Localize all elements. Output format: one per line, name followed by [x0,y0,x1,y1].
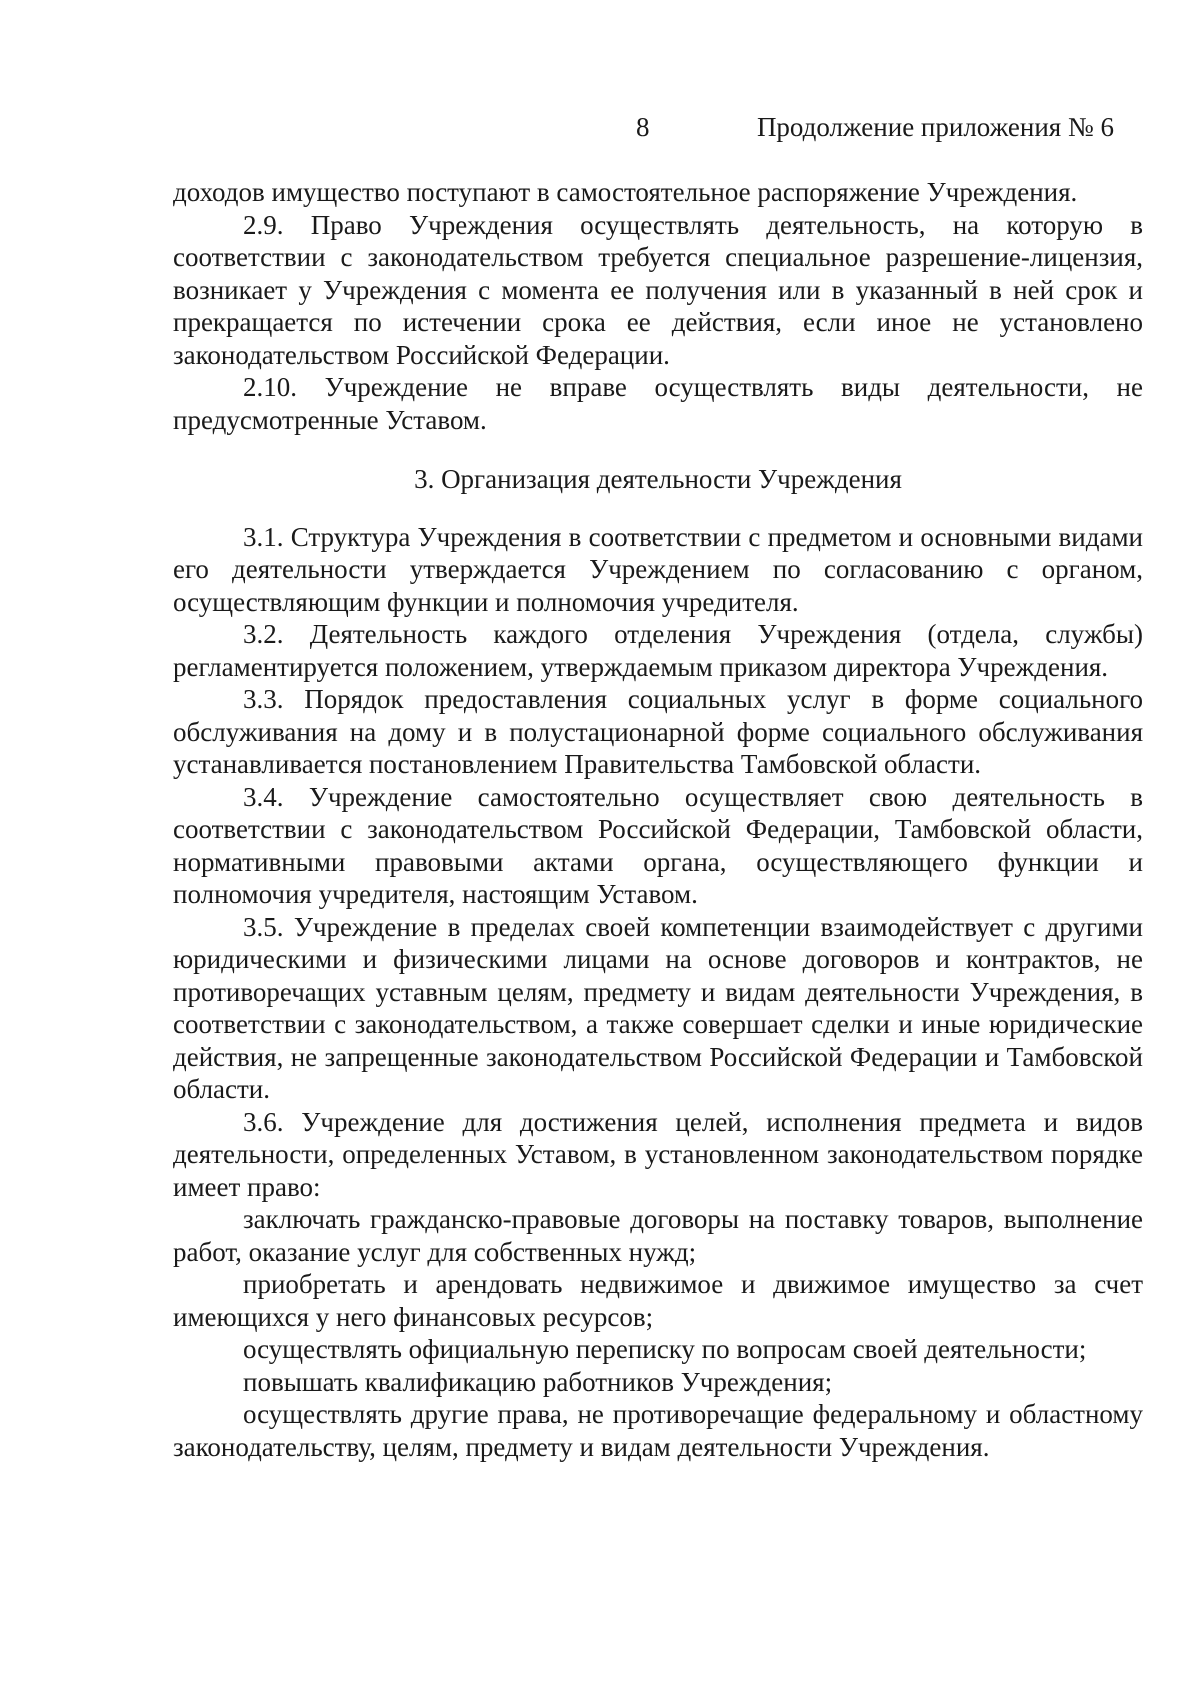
paragraph-3-3: 3.3. Порядок предоставления социальных услуг в форме социального обслуживания на дому и в полустационарной форме социального обслуживания устанавливается постановлением Правительства Тамбовской области. [173,684,1143,779]
paragraph-3-1: 3.1. Структура Учреждения в соответствии с предметом и основными видами его деятельности утверждается Учреждением по согласованию с органом, осуществляющим функции и полномочия учредителя. [173,521,1143,617]
paragraph-3-5: 3.5. Учреждение в пределах своей компетенции взаимодействует с другими юридическими и физическими лицами на основе договоров и контрактов, не противоречащих уставным целям, предмету и видам деятельности Учреждения, в соответствии с законодательством, а также совершает сделки и иные юридические действия, не запрещенные законодательством Российской Федерации и Тамбовской области. [173,911,1143,1104]
right-item-property: приобретать и арендовать недвижимое и движимое имущество за счет имеющихся у него финансовых ресурсов; [173,1269,1143,1332]
page-number: 8 [636,112,650,142]
page-header [0,112,1200,152]
appendix-label: Продолжение приложения № 6 [756,112,1114,142]
paragraph-continuation: доходов имущество поступают в самостоятельное распоряжение Учреждения. [173,177,1078,207]
document-body [173,176,1143,1463]
paragraph-2-9: 2.9. Право Учреждения осуществлять деятельность, на которую в соответствии с законодательством требуется специальное разрешение-лицензия, возникает у Учреждения с момента ее получения или в указанный в ней срок и прекращается по истечении срока ее действия, если иное не установлено законодательством Российской Федерации. [173,209,1143,370]
paragraph-2-10: 2.10. Учреждение не вправе осуществлять виды деятельности, не предусмотренные Уставом. [173,372,1143,435]
section-heading: 3. Организация деятельности Учреждения [414,464,902,494]
paragraph-3-2: 3.2. Деятельность каждого отделения Учреждения (отдела, службы) регламентируется положением, утверждаемым приказом директора Учреждения. [173,619,1143,682]
right-item-contracts: заключать гражданско-правовые договоры на поставку товаров, выполнение работ, оказание услуг для собственных нужд; [173,1204,1143,1267]
right-item-correspondence: осуществлять официальную переписку по вопросам своей деятельности; [243,1334,1087,1364]
paragraph-3-6: 3.6. Учреждение для достижения целей, исполнения предмета и видов деятельности, определенных Уставом, в установленном законодательством порядке имеет право: [173,1106,1143,1202]
right-item-other-rights: осуществлять другие права, не противоречащие федеральному и областному законодательству, целям, предмету и видам деятельности Учреждения. [173,1399,1143,1462]
paragraph-3-4: 3.4. Учреждение самостоятельно осуществляет свою деятельность в соответствии с законодательством Российской Федерации, Тамбовской области, нормативными правовыми актами органа, осуществляющего функции и полномочия учредителя, настоящим Уставом. [173,781,1143,909]
right-item-qualification: повышать квалификацию работников Учреждения; [243,1366,833,1397]
